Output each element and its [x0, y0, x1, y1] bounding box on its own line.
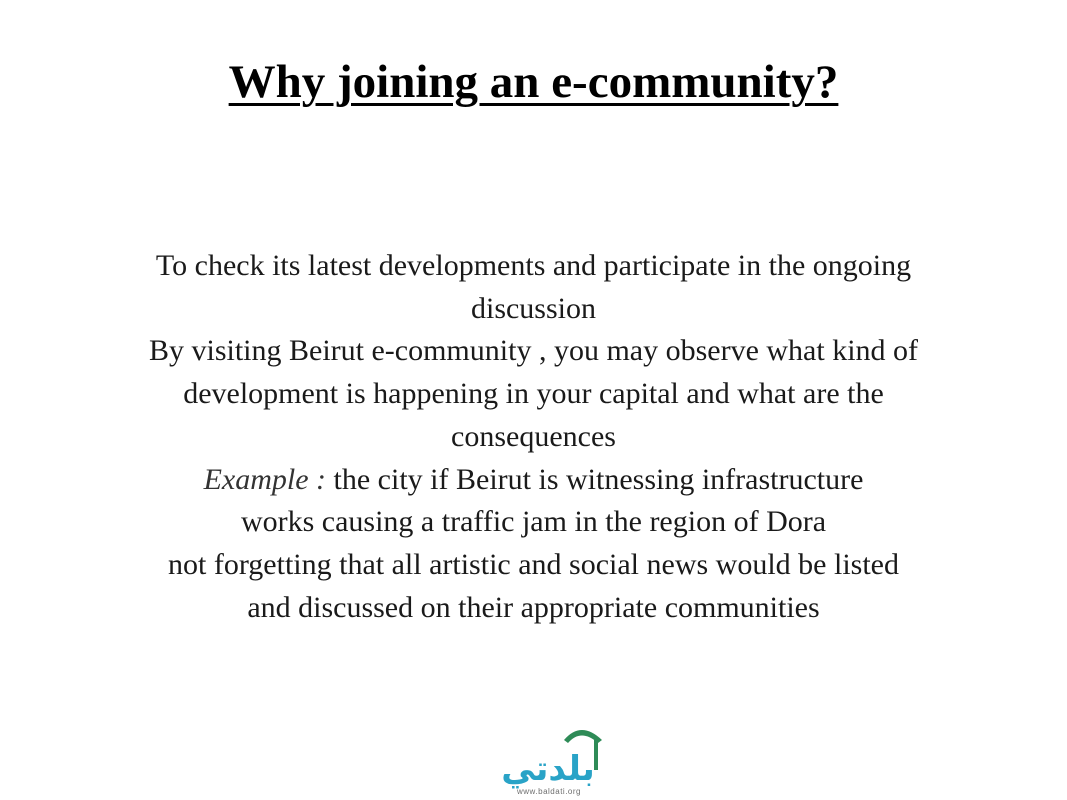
body-line-5: consequences	[451, 419, 616, 453]
body-line-1: To check its latest developments and participate in the ongoing	[155, 249, 912, 282]
slide-title	[0, 52, 1067, 112]
body-line-4: development is happening in your capital and what are the	[183, 377, 884, 411]
example-line	[40, 459, 1027, 502]
body-line-9: and discussed on their appropriate communities	[247, 590, 820, 624]
baldati-logo	[486, 718, 608, 798]
logo-arabic-text: بلدتي	[501, 749, 595, 789]
example-label: Example :	[203, 462, 327, 496]
slide-title-text: Why joining an e-community?	[228, 56, 839, 108]
body-line-7: works causing a traffic jam in the region of Dora	[240, 505, 827, 539]
body-line-2: discussion	[470, 291, 596, 325]
slide-body	[40, 245, 1027, 629]
body-line-8: not forgetting that all artistic and social news would be listed	[168, 547, 899, 581]
body-line-3: By visiting Beirut e-community , you may observe what kind of	[148, 334, 919, 368]
example-text: the city if Beirut is witnessing infrastructure	[326, 462, 864, 496]
logo-url: www.baldati.org	[517, 787, 581, 796]
